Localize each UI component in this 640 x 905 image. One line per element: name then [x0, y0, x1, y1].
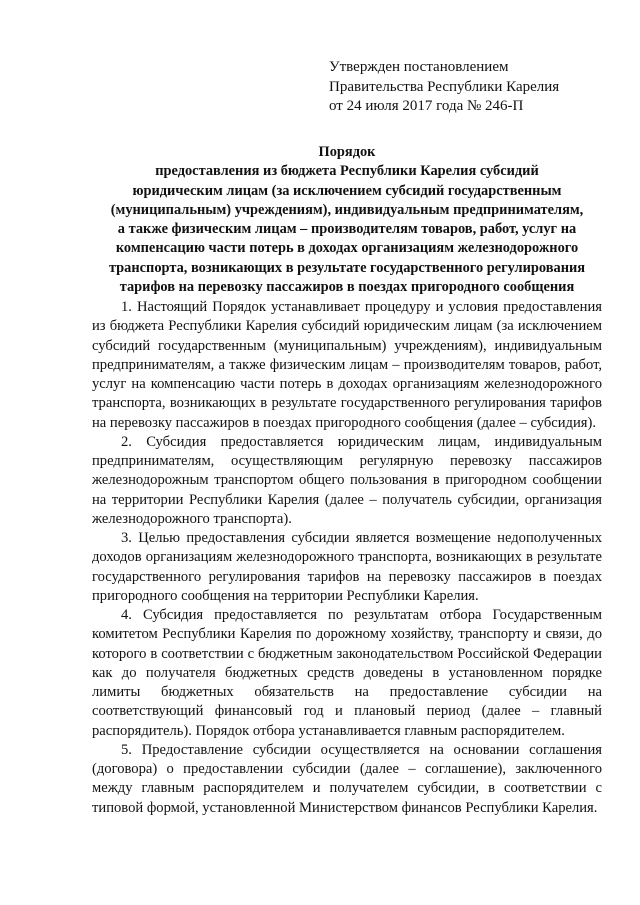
title-line: тарифов на перевозку пассажиров в поездах пригородного сообщения	[119, 279, 575, 296]
paragraph: 2. Субсидия предоставляется юридическим лицам, индивидуальным предпринимателям, осуществляющим регулярную перевозку пассажиров железнодорожным транспортом общего пользования в пригородном сообщении на территории Республики Карелия (далее – получатель субсидии, организация железнодорожного транспорта).	[92, 433, 602, 527]
paragraph: 1. Настоящий Порядок устанавливает процедуру и условия предоставления из бюджета Республики Карелия субсидий юридическим лицам (за исключением субсидий государственным (муниципальным) учреждениям), индивидуальным предпринимателям, а также физическим лицам – производителям товаров, работ, услуг на компенсацию части потерь в доходах организациям железнодорожного транспорта, возникающих в результате государственного регулирования тарифов на перевозку пассажиров в поездах пригородного сообщения (далее – субсидия).	[92, 299, 602, 431]
paragraph: 3. Целью предоставления субсидии является возмещение недополученных доходов организациям железнодорожного транспорта, возникающих в результате государственного регулирования тарифов на перевозку пассажиров в поездах пригородного сообщения на территории Республики Карелия.	[92, 530, 602, 604]
title-heading: Порядок	[318, 144, 376, 160]
document-title	[92, 143, 602, 297]
title-line: компенсацию части потерь в доходах организациям железнодорожного	[115, 240, 579, 257]
title-line: а также физическим лицам – производителям товаров, работ, услуг на	[117, 221, 577, 238]
approval-line: от 24 июля 2017 года № 246-П	[329, 98, 524, 114]
approval-line: Правительства Республики Карелия	[329, 78, 560, 95]
title-line: юридическим лицам (за исключением субсидий государственным	[132, 182, 562, 199]
document-body	[92, 298, 602, 818]
approval-stamp	[329, 58, 609, 117]
title-line: транспорта, возникающих в результате государственного регулирования	[108, 259, 586, 276]
paragraph: 5. Предоставление субсидии осуществляется на основании соглашения (договора) о предоставлении субсидии (далее – соглашение), заключенного между главным распорядителем и получателем субсидии, в соответствии с типовой формой, установленной Министерством финансов Республики Карелия.	[92, 741, 602, 816]
paragraph: 4. Субсидия предоставляется по результатам отбора Государственным комитетом Республики Карелия по дорожному хозяйству, транспорту и связи, до которого в соответствии с бюджетным законодательством Российской Федерации как до получателя бюджетных средств доведены в установленном порядке лимиты бюджетных обязательств на предоставление субсидии на соответствующий финансовый год и плановый период (далее – главный распорядитель). Порядок отбора устанавливается главным распорядителем.	[92, 607, 602, 739]
title-line: предоставления из бюджета Республики Карелия субсидий	[155, 163, 539, 180]
title-line: (муниципальным) учреждениям), индивидуальным предпринимателям,	[110, 201, 584, 218]
approval-line: Утвержден постановлением	[329, 59, 509, 75]
